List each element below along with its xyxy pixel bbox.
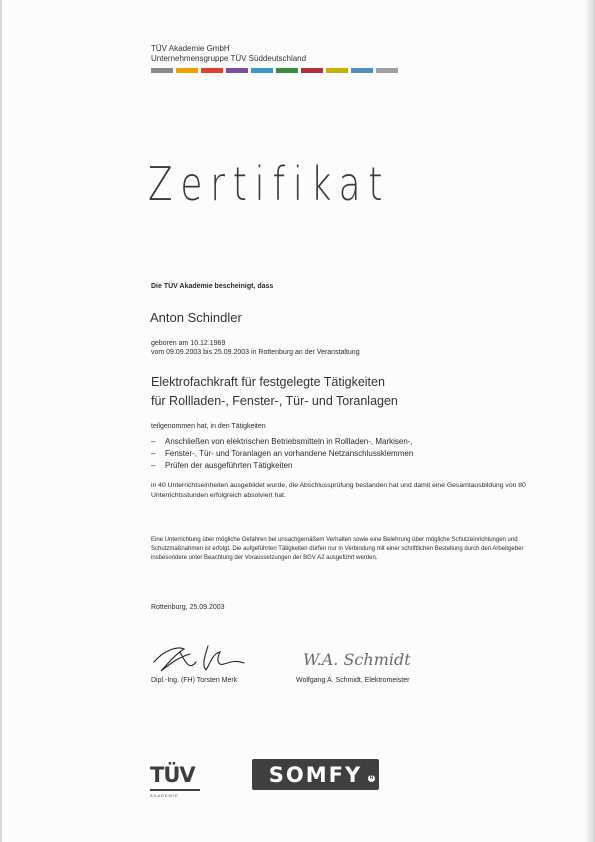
registered-mark: R	[369, 775, 374, 781]
certificate-title: Zertifikat	[148, 157, 391, 211]
task-list	[151, 436, 413, 472]
course-period: vom 09.09.2003 bis 25.09.2003 in Rottenburg an der Veranstaltung	[151, 349, 360, 356]
task-item: – Prüfen der ausgeführten Tätigkeiten	[151, 460, 413, 472]
color-stripe-segment	[301, 68, 323, 73]
course-title-line2: für Rollladen-, Fenster-, Tür- und Toranlagen	[151, 394, 398, 408]
place-date: Rottenburg, 25.09.2003	[151, 604, 225, 611]
color-stripe-segment	[376, 68, 398, 73]
participated-text: teilgenommen hat, in den Tätigkeiten	[151, 423, 266, 430]
safety-notice: Eine Unterrichtung über mögliche Gefahren bei unsachgemäßem Verhalten sowie eine Belehrung über mögliche Schutzeinrichtungen und Schutzmaßnahmen ist erfolgt. Die aufgeführten Tätigkeiten dürfen nur in Verbindung mit einer schriftlichen Bestellung durch den Arbeitgeber insbesondere unter Beachtung der Voraussetzungen der BGV A2 ausgeführt werden.	[151, 537, 524, 561]
signature-merk	[150, 640, 255, 676]
color-stripe-segment	[151, 68, 173, 73]
course-title-line1: Elektrofachkraft für festgelegte Tätigkeiten	[151, 375, 385, 389]
color-stripe-segment	[326, 68, 348, 73]
org-name: TÜV Akademie GmbH	[151, 44, 230, 53]
color-stripe-segment	[226, 68, 248, 73]
signature-schmidt-text: W.A. Schmidt	[303, 650, 411, 669]
birth-date: geboren am 10.12.1969	[151, 340, 226, 347]
signer-name: Wolfgang A. Schmidt, Elektromeister	[296, 677, 410, 684]
color-stripe-segment	[251, 68, 273, 73]
training-hours-text: in 40 Unterrichtseinheiten ausgebildet wurde, die Abschlussprüfung bestanden hat und damit eine Gesamtausbildung von 80 Unterrichtsstunden erfolgreich absolviert hat.	[151, 482, 526, 499]
signature-schmidt	[295, 645, 430, 673]
color-stripe-segment	[351, 68, 373, 73]
intro-text: Die TÜV Akademie bescheinigt, dass	[151, 283, 274, 290]
tuv-logo-underline	[150, 789, 200, 791]
somfy-logo-text: SOMFY	[268, 762, 363, 787]
tuv-logo	[150, 764, 200, 798]
color-stripe	[151, 68, 398, 73]
recipient-name: Anton Schindler	[150, 310, 242, 325]
page-left-edge	[0, 0, 2, 842]
signer-name: Dipl.-Ing. (FH) Torsten Merk	[151, 677, 238, 684]
color-stripe-segment	[201, 68, 223, 73]
tuv-logo-text: TÜV	[150, 763, 195, 787]
tuv-logo-subtitle: AKADEMIE	[150, 793, 179, 798]
task-item: – Anschließen von elektrischen Betriebsmitteln in Rollladen-, Markisen-,	[151, 436, 413, 448]
org-group: Unternehmensgruppe TÜV Süddeutschland	[151, 54, 307, 63]
color-stripe-segment	[276, 68, 298, 73]
page-right-shadow	[585, 0, 595, 842]
color-stripe-segment	[176, 68, 198, 73]
task-item: – Fenster-, Tür- und Toranlagen an vorhandene Netzanschlussklemmen	[151, 448, 413, 460]
somfy-logo	[252, 759, 379, 790]
